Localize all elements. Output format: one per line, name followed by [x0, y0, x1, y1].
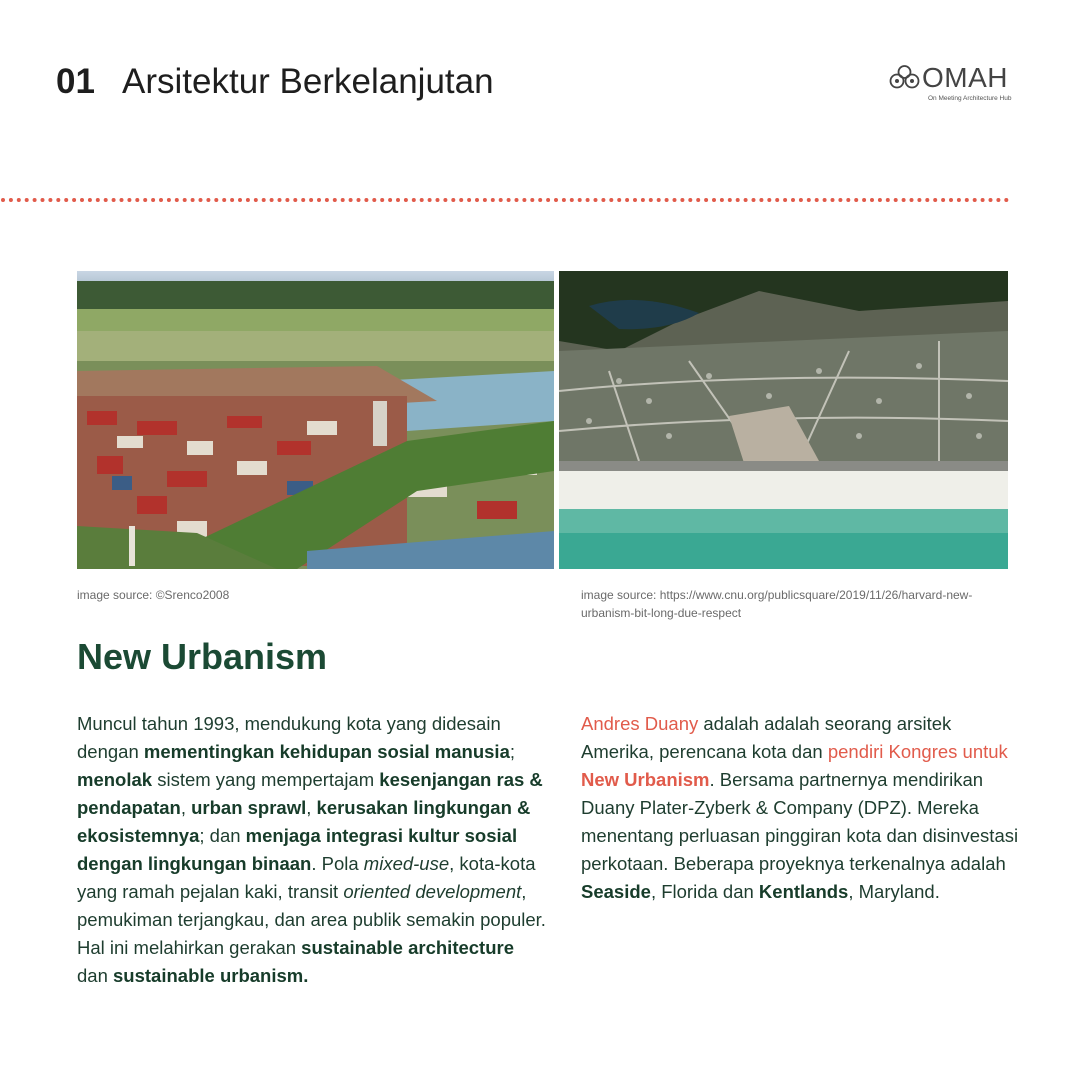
header-number: 01	[56, 62, 95, 101]
bold-text: mementingkan kehidupan sosial manusia	[143, 741, 510, 762]
paragraph-left	[77, 710, 547, 990]
image-caption-right: image source: https://www.cnu.org/publicsquare/2019/11/26/harvard-new-urbanism-bit-long-due-respect	[581, 588, 973, 620]
highlight-text: Andres Duany	[581, 713, 699, 734]
text-span: . Bersama partnernya mendirikan Duany Plater-Zyberk & Company (DPZ). Mereka menentang perluasan pinggiran kota dan disinvestasi perkotaan. Beberapa proyeknya terkenalnya adalah	[581, 769, 1019, 874]
dotted-divider	[0, 195, 1016, 205]
bold-text: kerusakan lingkungan & ekosistemnya	[77, 797, 531, 846]
text-span: Muncul tahun 1993, mendukung kota yang didesain dengan	[77, 713, 501, 762]
text-span: , Florida dan	[650, 881, 759, 902]
text-span: . Pola	[311, 853, 364, 874]
bold-text: sustainable architecture	[301, 937, 515, 958]
text-span: ,	[180, 797, 192, 818]
omah-logo	[888, 62, 1018, 106]
text-span: , Maryland.	[848, 881, 940, 902]
bold-text: Kentlands	[758, 881, 849, 902]
image-caption-left: image source: ©Srenco2008	[77, 588, 230, 602]
text-span: ; dan	[199, 825, 246, 846]
italic-text: mixed-use	[363, 853, 450, 874]
header-title: Arsitektur Berkelanjutan	[122, 62, 494, 101]
omah-logo-icon	[888, 64, 922, 92]
aerial-town-photo	[77, 271, 554, 569]
bold-text: sustainable urbanism.	[113, 965, 309, 986]
text-span: ,	[306, 797, 317, 818]
text-span: sistem yang mempertajam	[152, 769, 380, 790]
italic-text: oriented development	[343, 881, 522, 902]
highlight-text: pendiri Kongres untuk	[827, 741, 1008, 762]
paragraph-right	[581, 710, 1021, 906]
text-span: adalah adalah seorang arsitek Amerika, perencana kota dan	[581, 713, 952, 762]
bold-text: menolak	[77, 769, 153, 790]
bold-text: Seaside	[581, 881, 651, 902]
text-span: , kota-kota yang ramah pejalan kaki, transit	[77, 853, 536, 902]
bold-text: kesenjangan ras & pendapatan	[77, 769, 543, 818]
aerial-coastal-town-photo	[559, 271, 1008, 569]
highlight-bold-text: New Urbanism	[581, 769, 710, 790]
section-title: New Urbanism	[77, 636, 328, 677]
text-span: dan	[77, 965, 114, 986]
logo-tagline: On Meeting Architecture Hub	[928, 95, 1012, 102]
bold-text: urban sprawl	[191, 797, 307, 818]
text-span: , pemukiman terjangkau, dan area publik semakin populer. Hal ini melahirkan gerakan	[77, 881, 546, 958]
logo-wordmark: OMAH	[922, 62, 1008, 93]
bold-text: menjaga integrasi kultur sosial dengan lingkungan binaan	[77, 825, 518, 874]
text-span: ;	[509, 741, 516, 762]
